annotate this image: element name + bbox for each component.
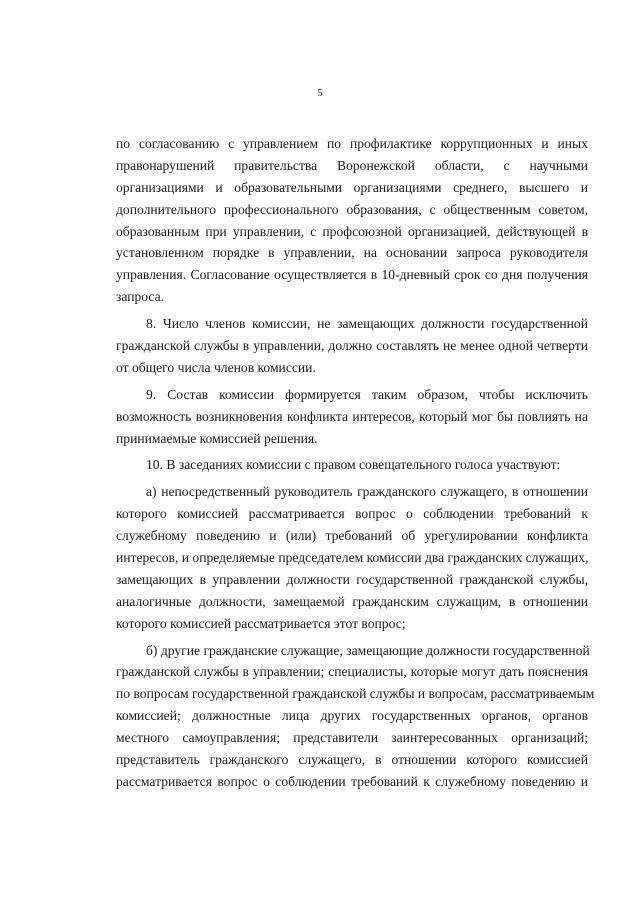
text-line: 9. Состав комиссии формируется таким образом, чтобы исключить — [146, 386, 588, 402]
paragraph-item-9 — [116, 384, 588, 450]
text-line: б) другие гражданские служащие, замещающие должности государственной — [146, 642, 590, 658]
text-line: по согласованию с управлением по профилактике коррупционных и иных — [116, 136, 588, 151]
paragraph-subitem-b — [116, 640, 595, 793]
text-line: 8. Число членов комиссии, не замещающих должности государственной — [146, 316, 588, 332]
text-line: образованным при управлении, с профсоюзной организацией, действующей в — [116, 223, 588, 239]
text-line: дополнительного профессионального образования, с общественным советом, — [116, 201, 588, 217]
text-line: аналогичные должности, замещаемой гражданским служащим, в отношении — [116, 593, 588, 609]
paragraph-continuation — [116, 133, 588, 308]
paragraph-item-8 — [116, 313, 588, 379]
text-line: правонарушений правительства Воронежской области, с научными — [116, 157, 588, 173]
text-line: от общего числа членов комиссии. — [116, 359, 316, 375]
text-line: гражданской службы в управлении, должно составлять не менее одной четверти — [116, 338, 588, 354]
text-line: местного самоуправления; представители заинтересованных организаций; — [116, 730, 588, 746]
text-line: по вопросам государственной гражданской службы и вопросам, рассматриваемым — [116, 686, 595, 702]
text-line: служебному поведению и (или) требований об урегулировании конфликта — [116, 528, 588, 544]
text-line: а) непосредственный руководитель гражданского служащего, в отношении — [146, 484, 588, 500]
text-line: интересов, и определяемые председателем комиссии два гражданских служащих, — [116, 550, 589, 566]
text-line: рассматривается вопрос о соблюдении требований к служебному поведению и — [116, 773, 588, 789]
text-line: комиссией; должностные лица других государственных органов, органов — [116, 708, 588, 724]
text-line: установленном порядке в управлении, на основании запроса руководителя — [116, 245, 588, 261]
text-line: запроса. — [116, 289, 165, 305]
text-line: принимаемые комиссией решения. — [116, 430, 318, 446]
text-line: гражданской службы в управлении; специалисты, которые могут дать пояснения — [116, 664, 588, 680]
text-line: возможность возникновения конфликта интересов, который мог бы повлиять на — [116, 408, 588, 424]
paragraph-item-10 — [116, 454, 588, 476]
text-line: которого комиссией рассматривается этот вопрос; — [116, 615, 406, 631]
text-line: 10. В заседаниях комиссии с правом совещательного голоса участвуют: — [146, 457, 561, 473]
paragraph-subitem-a — [116, 481, 588, 634]
text-line: организациями и образовательными организациями среднего, высшего и — [116, 179, 588, 195]
document-body — [116, 133, 595, 798]
text-line: замещающих в управлении должности государственной гражданской службы, — [116, 571, 588, 587]
text-line: которого комиссией рассматривается вопрос о соблюдении требований к — [116, 506, 588, 522]
text-line: управления. Согласование осуществляется в 10-дневный срок со дня получения — [116, 267, 588, 283]
text-line: представитель гражданского служащего, в отношении которого комиссией — [116, 752, 588, 768]
page-number: 5 — [317, 87, 323, 99]
